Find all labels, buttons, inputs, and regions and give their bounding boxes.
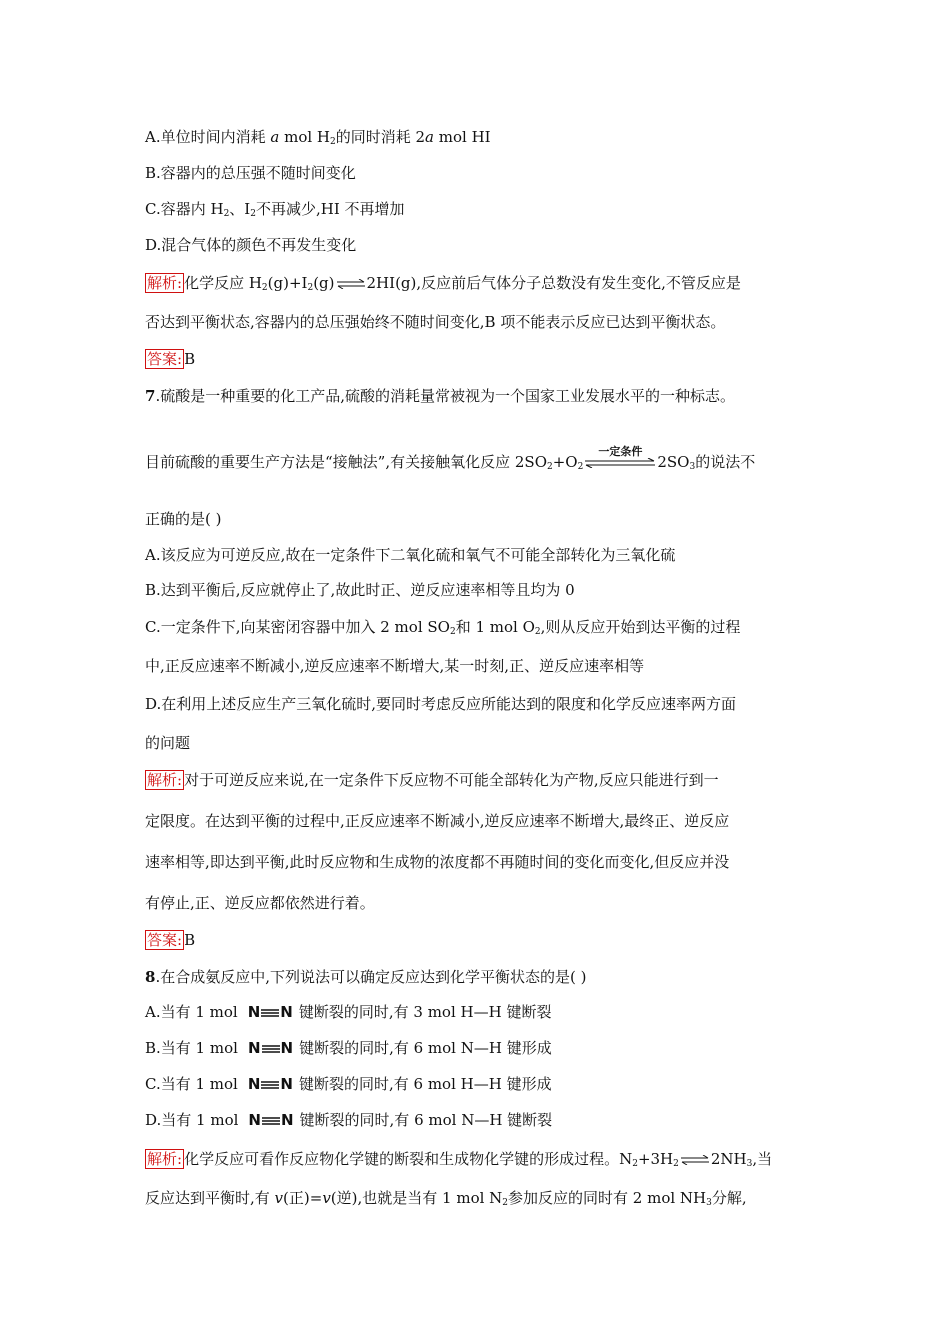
triple-bond-formula [248, 1110, 293, 1130]
text: 的说法不 [695, 453, 756, 471]
q8-option-a [145, 1002, 551, 1022]
triple-bond-icon [261, 1080, 279, 1090]
triple-bond-icon [262, 1044, 280, 1054]
answer-tag: 答案: [147, 931, 183, 949]
q6-analysis-line1 [145, 273, 741, 298]
triple-bond-formula [248, 1038, 293, 1058]
n-atom: N [280, 1075, 293, 1093]
q6-option-d: D.混合气体的颜色不再发生变化 [145, 236, 357, 254]
q7-analysis-line4: 有停止,正、逆反应都依然进行着。 [145, 894, 375, 912]
text: ,则从反应开始到达平衡的过程 [540, 618, 741, 636]
q8-stem [145, 967, 586, 987]
text: 对于可逆反应来说,在一定条件下反应物不可能全部转化为产物,反应只能进行到一 [184, 771, 719, 789]
q6-answer [145, 349, 195, 369]
q8-option-d [145, 1110, 552, 1130]
var-v: v [274, 1189, 284, 1207]
text: A.单位时间内消耗 [145, 128, 271, 146]
n-atom: N [248, 1111, 261, 1129]
var-a: a [270, 128, 280, 146]
text: 参加反应的同时有 2 mol NH [508, 1189, 707, 1207]
q7-option-d-line1: D.在利用上述反应生产三氧化硫时,要同时考虑反应所能达到的限度和化学反应速率两方面 [145, 695, 737, 713]
text: C.当有 1 mol [145, 1075, 238, 1093]
equilibrium-arrow-icon [680, 1155, 710, 1165]
text: (g) [313, 274, 335, 292]
text: 2NH [710, 1150, 747, 1168]
subscript: 2 [223, 209, 230, 219]
q8-option-b [145, 1038, 552, 1058]
text: 2HI(g),反应前后气体分子总数没有发生变化,不管反应是 [366, 274, 741, 292]
analysis-tag: 解析: [147, 771, 183, 789]
q6-option-a [145, 127, 491, 152]
answer-tag: 答案: [147, 350, 183, 368]
q7-stem-line1 [145, 386, 735, 406]
text: D.当有 1 mol [145, 1111, 239, 1129]
q8-option-c [145, 1074, 552, 1094]
question-number: 8 [145, 968, 156, 986]
q7-option-c-line2: 中,正反应速率不断减小,逆反应速率不断增大,某一时刻,正、逆反应速率相等 [145, 657, 645, 675]
subscript: 2 [330, 137, 336, 147]
var-v: v [322, 1189, 331, 1207]
q6-option-c [145, 199, 405, 224]
text: C.一定条件下,向某密闭容器中加入 2 mol SO [145, 618, 450, 636]
text: 、I [229, 200, 251, 218]
text: 目前硫酸的重要生产方法是“接触法”,有关接触氧化反应 2SO [145, 453, 547, 471]
q7-option-b: B.达到平衡后,反应就停止了,故此时正、逆反应速率相等且均为 0 [145, 581, 575, 599]
text: ,当 [752, 1150, 773, 1168]
text: 2SO [657, 453, 690, 471]
subscript: 3 [746, 1159, 753, 1169]
q7-stem-line3: 正确的是( ) [145, 510, 222, 528]
subscript: 3 [689, 462, 696, 472]
q7-stem-line2 [145, 445, 756, 477]
text: +3H [637, 1150, 674, 1168]
subscript: 2 [502, 1198, 509, 1208]
text: mol HI [434, 128, 491, 146]
q7-option-d-line2: 的问题 [145, 734, 191, 752]
text: 反应达到平衡时,有 [145, 1189, 275, 1207]
triple-bond-icon [262, 1116, 280, 1126]
text: A.当有 1 mol [145, 1003, 238, 1021]
subscript: 2 [673, 1159, 679, 1169]
n-atom: N [280, 1003, 293, 1021]
analysis-tag: 解析: [147, 1150, 183, 1168]
n-atom: N [247, 1003, 261, 1021]
text: 化学反应 H [184, 274, 262, 292]
text: mol H [279, 128, 330, 146]
q6-analysis-line2: 否达到平衡状态,容器内的总压强始终不随时间变化,B 项不能表示反应已达到平衡状态。 [145, 313, 726, 331]
subscript: 2 [261, 283, 268, 293]
subscript: 2 [449, 627, 456, 637]
conditional-equilibrium-arrow-icon [584, 445, 656, 470]
text: .硫酸是一种重要的化工产品,硫酸的消耗量常被视为一个国家工业发展水平的一种标志。 [155, 387, 735, 405]
text: (正)= [283, 1189, 323, 1207]
q7-analysis-line2: 定限度。在达到平衡的过程中,正反应速率不断减小,逆反应速率不断增大,最终正、逆反应 [145, 812, 730, 830]
subscript: 2 [577, 462, 584, 472]
q8-analysis-line2 [145, 1188, 747, 1213]
subscript: 2 [250, 209, 256, 219]
text: C.容器内 H [145, 200, 224, 218]
text: 键断裂的同时,有 6 mol N—H 键形成 [299, 1039, 552, 1057]
answer-value: B [184, 931, 196, 949]
text: 的同时消耗 2 [335, 128, 426, 146]
equilibrium-arrow-icon [336, 279, 366, 289]
subscript: 2 [307, 283, 314, 293]
answer-value: B [184, 350, 196, 368]
text: (逆),也就是当有 1 mol N [330, 1189, 503, 1207]
text: 键断裂的同时,有 6 mol N—H 键断裂 [299, 1111, 553, 1129]
subscript: 2 [534, 627, 541, 637]
text: +O [552, 453, 578, 471]
q6-option-b: B.容器内的总压强不随时间变化 [145, 164, 356, 182]
text: .在合成氨反应中,下列说法可以确定反应达到化学平衡状态的是( ) [155, 968, 587, 986]
subscript: 3 [706, 1198, 712, 1208]
var-a: a [425, 128, 434, 146]
reaction-condition: 一定条件 [598, 445, 643, 458]
question-number: 7 [145, 387, 156, 405]
n-atom: N [280, 1111, 294, 1129]
q7-answer [145, 930, 195, 950]
q7-option-a: A.该反应为可逆反应,故在一定条件下二氧化硫和氧气不可能全部转化为三氧化硫 [145, 546, 676, 564]
triple-bond-formula [248, 1002, 293, 1022]
q7-analysis-line1 [145, 770, 719, 790]
text: B.当有 1 mol [145, 1039, 238, 1057]
text: 分解, [711, 1189, 747, 1207]
text: 化学反应可看作反应物化学键的断裂和生成物化学键的形成过程。N [184, 1150, 633, 1168]
n-atom: N [247, 1039, 261, 1057]
q7-analysis-line3: 速率相等,即达到平衡,此时反应物和生成物的浓度都不再随时间的变化而变化,但反应并没 [145, 853, 730, 871]
subscript: 2 [547, 462, 553, 472]
n-atom: N [247, 1075, 261, 1093]
analysis-tag: 解析: [147, 274, 183, 292]
text: 不再减少,HI 不再增加 [255, 200, 405, 218]
triple-bond-formula [248, 1074, 293, 1094]
subscript: 2 [632, 1159, 638, 1169]
text: 键断裂的同时,有 6 mol H—H 键形成 [298, 1075, 552, 1093]
text: 键断裂的同时,有 3 mol H—H 键断裂 [298, 1003, 552, 1021]
triple-bond-icon [261, 1008, 279, 1018]
n-atom: N [280, 1039, 294, 1057]
text: 和 1 mol O [455, 618, 535, 636]
q8-analysis-line1 [145, 1149, 772, 1174]
q7-option-c-line1 [145, 617, 740, 642]
text: (g)+I [267, 274, 308, 292]
